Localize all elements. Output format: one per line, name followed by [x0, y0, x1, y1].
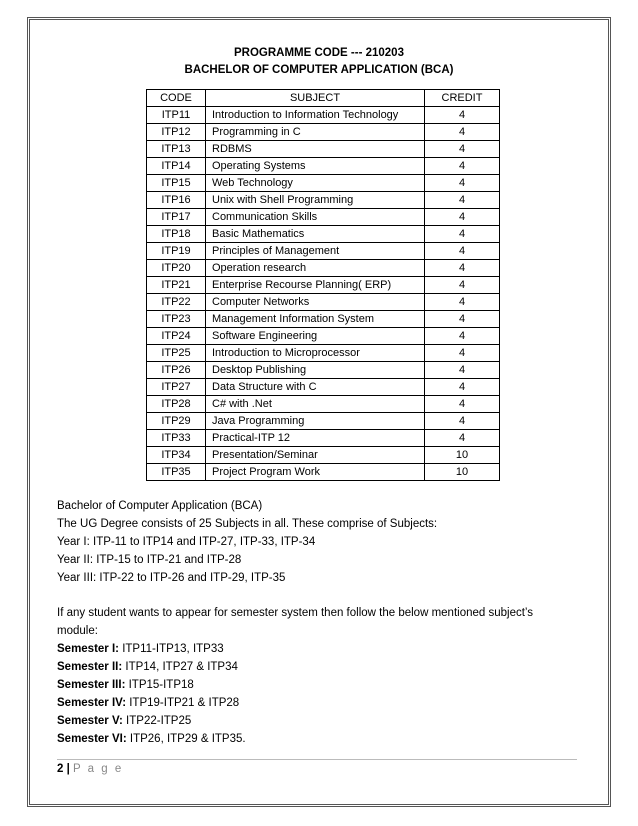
description-line: The UG Degree consists of 25 Subjects in all. These comprise of Subjects: — [57, 518, 438, 530]
cell-code: ITP35 — [147, 464, 206, 481]
cell-credit: 4 — [425, 260, 500, 277]
cell-credit: 4 — [425, 345, 500, 362]
cell-subject: Java Programming — [206, 413, 425, 430]
semester-line — [57, 712, 537, 730]
semester-label: Semester I: — [57, 643, 120, 655]
cell-code: ITP17 — [147, 209, 206, 226]
table-row — [147, 226, 500, 243]
cell-code: ITP23 — [147, 311, 206, 328]
cell-subject: Programming in C — [206, 124, 425, 141]
semester-label: Semester VI: — [57, 733, 127, 745]
table-row — [147, 192, 500, 209]
semester-intro: If any student wants to appear for semester system then follow the below mentioned subject’s module: — [57, 607, 534, 637]
table-row — [147, 311, 500, 328]
semester-line — [57, 676, 537, 694]
cell-credit: 4 — [425, 243, 500, 260]
cell-code: ITP11 — [147, 107, 206, 124]
semester-subjects: ITP22-ITP25 — [122, 715, 192, 727]
table-row — [147, 379, 500, 396]
semester-label: Semester III: — [57, 679, 126, 691]
cell-code: ITP29 — [147, 413, 206, 430]
cell-code: ITP25 — [147, 345, 206, 362]
table-row — [147, 328, 500, 345]
cell-code: ITP19 — [147, 243, 206, 260]
cell-subject: Unix with Shell Programming — [206, 192, 425, 209]
semester-subjects: ITP14, ITP27 & ITP34 — [122, 661, 238, 673]
description-line: Year III: ITP-22 to ITP-26 and ITP-29, ITP-35 — [57, 572, 286, 584]
table-row — [147, 413, 500, 430]
column-header-credit: CREDIT — [425, 90, 500, 107]
column-header-code: CODE — [147, 90, 206, 107]
description-line: Year II: ITP-15 to ITP-21 and ITP-28 — [57, 554, 242, 566]
cell-code: ITP14 — [147, 158, 206, 175]
semester-label: Semester V: — [57, 715, 123, 727]
cell-code: ITP20 — [147, 260, 206, 277]
description-line: Year I: ITP-11 to ITP14 and ITP-27, ITP-33, ITP-34 — [57, 536, 316, 548]
semester-subjects: ITP26, ITP29 & ITP35. — [126, 733, 246, 745]
cell-credit: 4 — [425, 294, 500, 311]
cell-code: ITP21 — [147, 277, 206, 294]
semester-line — [57, 640, 537, 658]
table-row — [147, 243, 500, 260]
cell-subject: Practical-ITP 12 — [206, 430, 425, 447]
table-row — [147, 396, 500, 413]
cell-subject: Operating Systems — [206, 158, 425, 175]
cell-credit: 4 — [425, 362, 500, 379]
cell-credit: 4 — [425, 396, 500, 413]
table-row — [147, 447, 500, 464]
cell-credit: 4 — [425, 379, 500, 396]
cell-credit: 4 — [425, 328, 500, 345]
table-header-row — [147, 90, 500, 107]
cell-subject: Basic Mathematics — [206, 226, 425, 243]
cell-subject: Management Information System — [206, 311, 425, 328]
semester-line — [57, 658, 537, 676]
cell-subject: C# with .Net — [206, 396, 425, 413]
semester-list — [57, 640, 537, 748]
cell-subject: Desktop Publishing — [206, 362, 425, 379]
cell-credit: 4 — [425, 277, 500, 294]
cell-credit: 4 — [425, 124, 500, 141]
subjects-table — [146, 89, 500, 481]
cell-code: ITP26 — [147, 362, 206, 379]
table-row — [147, 277, 500, 294]
table-row — [147, 107, 500, 124]
cell-credit: 4 — [425, 430, 500, 447]
cell-subject: Principles of Management — [206, 243, 425, 260]
semester-line — [57, 694, 537, 712]
footer-separator: | — [63, 763, 74, 775]
table-row — [147, 430, 500, 447]
cell-code: ITP18 — [147, 226, 206, 243]
table-row — [147, 362, 500, 379]
page-label: P a g e — [73, 763, 124, 775]
cell-credit: 4 — [425, 226, 500, 243]
table-row — [147, 175, 500, 192]
column-header-subject: SUBJECT — [206, 90, 425, 107]
semester-label: Semester IV: — [57, 697, 127, 709]
table-row — [147, 158, 500, 175]
cell-code: ITP27 — [147, 379, 206, 396]
cell-code: ITP33 — [147, 430, 206, 447]
cell-subject: Project Program Work — [206, 464, 425, 481]
cell-subject: Communication Skills — [206, 209, 425, 226]
cell-subject: Software Engineering — [206, 328, 425, 345]
cell-subject: Web Technology — [206, 175, 425, 192]
table-row — [147, 209, 500, 226]
page-number: 2 — [57, 763, 64, 775]
cell-code: ITP15 — [147, 175, 206, 192]
cell-credit: 4 — [425, 107, 500, 124]
cell-code: ITP16 — [147, 192, 206, 209]
table-row — [147, 464, 500, 481]
cell-credit: 4 — [425, 158, 500, 175]
cell-credit: 4 — [425, 192, 500, 209]
cell-code: ITP28 — [147, 396, 206, 413]
semester-subjects: ITP19-ITP21 & ITP28 — [126, 697, 240, 709]
programme-name: BACHELOR OF COMPUTER APPLICATION (BCA) — [184, 64, 454, 76]
programme-code: PROGRAMME CODE --- 210203 — [234, 47, 404, 59]
table-row — [147, 124, 500, 141]
page-footer — [57, 763, 123, 775]
cell-subject: Data Structure with C — [206, 379, 425, 396]
table-row — [147, 141, 500, 158]
semester-subjects: ITP15-ITP18 — [125, 679, 194, 691]
cell-credit: 10 — [425, 447, 500, 464]
cell-credit: 4 — [425, 209, 500, 226]
table-row — [147, 260, 500, 277]
description-line: Bachelor of Computer Application (BCA) — [57, 500, 263, 512]
table-row — [147, 345, 500, 362]
cell-credit: 4 — [425, 141, 500, 158]
semester-subjects: ITP11-ITP13, ITP33 — [119, 643, 224, 655]
cell-credit: 4 — [425, 311, 500, 328]
semester-line — [57, 730, 537, 748]
description-block — [57, 497, 537, 748]
cell-subject: Introduction to Microprocessor — [206, 345, 425, 362]
cell-code: ITP12 — [147, 124, 206, 141]
cell-code: ITP13 — [147, 141, 206, 158]
cell-subject: Introduction to Information Technology — [206, 107, 425, 124]
table-row — [147, 294, 500, 311]
cell-code: ITP22 — [147, 294, 206, 311]
semester-label: Semester II: — [57, 661, 123, 673]
cell-subject: RDBMS — [206, 141, 425, 158]
cell-credit: 4 — [425, 413, 500, 430]
cell-subject: Enterprise Recourse Planning( ERP) — [206, 277, 425, 294]
cell-credit: 4 — [425, 175, 500, 192]
cell-subject: Presentation/Seminar — [206, 447, 425, 464]
cell-subject: Operation research — [206, 260, 425, 277]
cell-subject: Computer Networks — [206, 294, 425, 311]
cell-code: ITP34 — [147, 447, 206, 464]
cell-code: ITP24 — [147, 328, 206, 345]
cell-credit: 10 — [425, 464, 500, 481]
footer-divider — [57, 759, 577, 760]
